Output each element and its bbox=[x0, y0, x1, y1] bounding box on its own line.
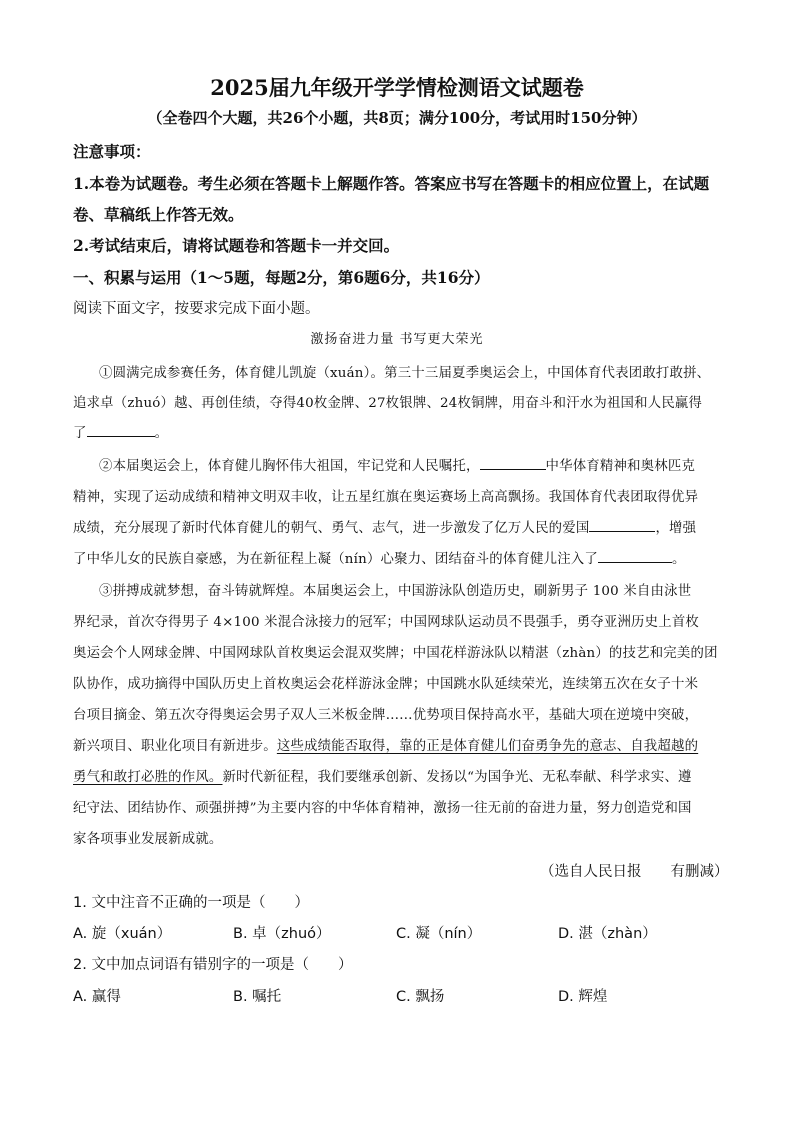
paragraph-3-line bbox=[73, 735, 698, 754]
paragraph-1-line: 追求卓（zhuó）越、再创佳绩，夺得40枚金牌、27枚银牌、24枚铜牌，用奋斗和汗水为祖国和人民赢得 bbox=[73, 396, 703, 411]
paragraph-2-text: 成绩，充分展现了新时代体育健儿的朝气、勇气、志气，进一步激发了亿万人民的爱国 bbox=[73, 521, 590, 536]
notice-heading: 注意事项： bbox=[73, 142, 151, 161]
answer-blank bbox=[87, 422, 155, 437]
question-1-option-a[interactable]: A. 旋（xuán） bbox=[73, 926, 172, 942]
paragraph-2-line bbox=[99, 455, 695, 474]
notice-item-1: 1.本卷为试题卷。考生必须在答题卡上解题作答。答案应书写在答题卡的相应位置上，在试题 bbox=[73, 174, 710, 193]
paragraph-1-line: 了 。 bbox=[73, 422, 168, 441]
answer-blank bbox=[480, 455, 546, 470]
paragraph-3-line bbox=[73, 766, 692, 785]
paragraph-2-text: 了中华儿女的民族自豪感，为在新征程上凝（nín）心聚力、团结奋斗的体育健儿注入了 bbox=[73, 552, 598, 567]
paragraph-2-line bbox=[73, 548, 686, 567]
question-2-option-d[interactable]: D. 辉煌 bbox=[558, 989, 608, 1005]
paragraph-3-line: 台项目摘金、第五次夺得奥运会男子双人三米板金牌……优势项目保持高水平，基础大项在逆境中突破， bbox=[73, 708, 699, 723]
paragraph-3-line: 奥运会个人网球金牌、中国网球队首枚奥运会混双奖牌；中国花样游泳队以精湛（zhàn）的技艺和完美的团 bbox=[73, 646, 718, 661]
underlined-sentence: 勇气和敢打必胜的作风。 bbox=[73, 770, 223, 785]
question-1-option-c[interactable]: C. 凝（nín） bbox=[396, 926, 482, 942]
paragraph-3-text: 新时代新征程，我们要继承创新、发扬以“为国争光、无私奉献、科学求实、遵 bbox=[222, 770, 692, 785]
paragraph-2-text: ②本届奥运会上，体育健儿胸怀伟大祖国，牢记党和人民嘱托， bbox=[99, 459, 480, 474]
question-2-option-b[interactable]: B. 嘱托 bbox=[233, 989, 282, 1005]
paragraph-1-text: 了 bbox=[73, 426, 87, 441]
underlined-sentence: 这些成绩能否取得，靠的正是体育健儿们奋勇争先的意志、自我超越的 bbox=[276, 739, 699, 754]
question-1-stem: 1. 文中注音不正确的一项是（ ） bbox=[73, 895, 309, 911]
paragraph-1-line: ①圆满完成参赛任务，体育健儿凯旋（xuán）。第三十三届夏季奥运会上，中国体育代表团敢打敢拼、 bbox=[99, 366, 711, 381]
answer-blank bbox=[589, 517, 655, 532]
notice-item-1-cont: 卷、草稿纸上作答无效。 bbox=[73, 205, 244, 224]
paragraph-2-line: 精神，实现了运动成绩和精神文明双丰收，让五星红旗在奥运赛场上高高飘扬。我国体育代表团取得优异 bbox=[73, 490, 699, 505]
paragraph-2-text: 。 bbox=[671, 552, 686, 567]
section-instruction: 阅读下面文字，按要求完成下面小题。 bbox=[73, 301, 320, 317]
paragraph-2-text: ，增强 bbox=[655, 521, 697, 536]
paragraph-3-line: ③拼搏成就梦想，奋斗铸就辉煌。本届奥运会上，中国游泳队创造历史，刷新男子 100 米自由泳世 bbox=[99, 584, 692, 599]
paragraph-3-text: 新兴项目、职业化项目有新进步。 bbox=[73, 739, 277, 754]
page-title: 2025届九年级开学学情检测语文试题卷 bbox=[210, 75, 584, 100]
question-2-option-c[interactable]: C. 飘扬 bbox=[396, 989, 445, 1005]
question-2-option-a[interactable]: A. 赢得 bbox=[73, 989, 121, 1005]
notice-item-2: 2.考试结束后，请将试题卷和答题卡一并交回。 bbox=[73, 236, 400, 255]
answer-blank bbox=[598, 548, 672, 563]
paragraph-2-text: 中华体育精神和奥林匹克 bbox=[545, 459, 696, 474]
paragraph-3-line: 界纪录，首次夺得男子 4×100 米混合泳接力的冠军；中国网球队运动员不畏强手，勇夺亚洲历史上首枚 bbox=[73, 615, 700, 630]
paragraph-3-line: 纪守法、团结协作、顽强拼搏”为主要内容的中华体育精神，激扬一往无前的奋进力量，努力创造党和国 bbox=[73, 801, 692, 816]
question-2-stem: 2. 文中加点词语有错别字的一项是（ ） bbox=[73, 957, 353, 973]
paragraph-3-line: 家各项事业发展新成就。 bbox=[73, 832, 223, 847]
paragraph-3-line: 队协作，成功摘得中国队历史上首枚奥运会花样游泳金牌；中国跳水队延续荣光，连续第五次在女子十米 bbox=[73, 677, 699, 692]
article-source: （选自人民日报 有删减） bbox=[540, 864, 729, 880]
question-1-option-b[interactable]: B. 卓（zhuó） bbox=[233, 926, 331, 942]
section-heading: 一、积累与运用（1～5题，每题2分，第6题6分，共16分） bbox=[73, 268, 490, 287]
article-title: 激扬奋进力量 书写更大荣光 bbox=[310, 332, 484, 347]
exam-info: （全卷四个大题，共26个小题，共8页；满分100分，考试用时150分钟） bbox=[147, 109, 647, 127]
paragraph-2-line bbox=[73, 517, 696, 536]
question-1-option-d[interactable]: D. 湛（zhàn） bbox=[558, 926, 657, 942]
